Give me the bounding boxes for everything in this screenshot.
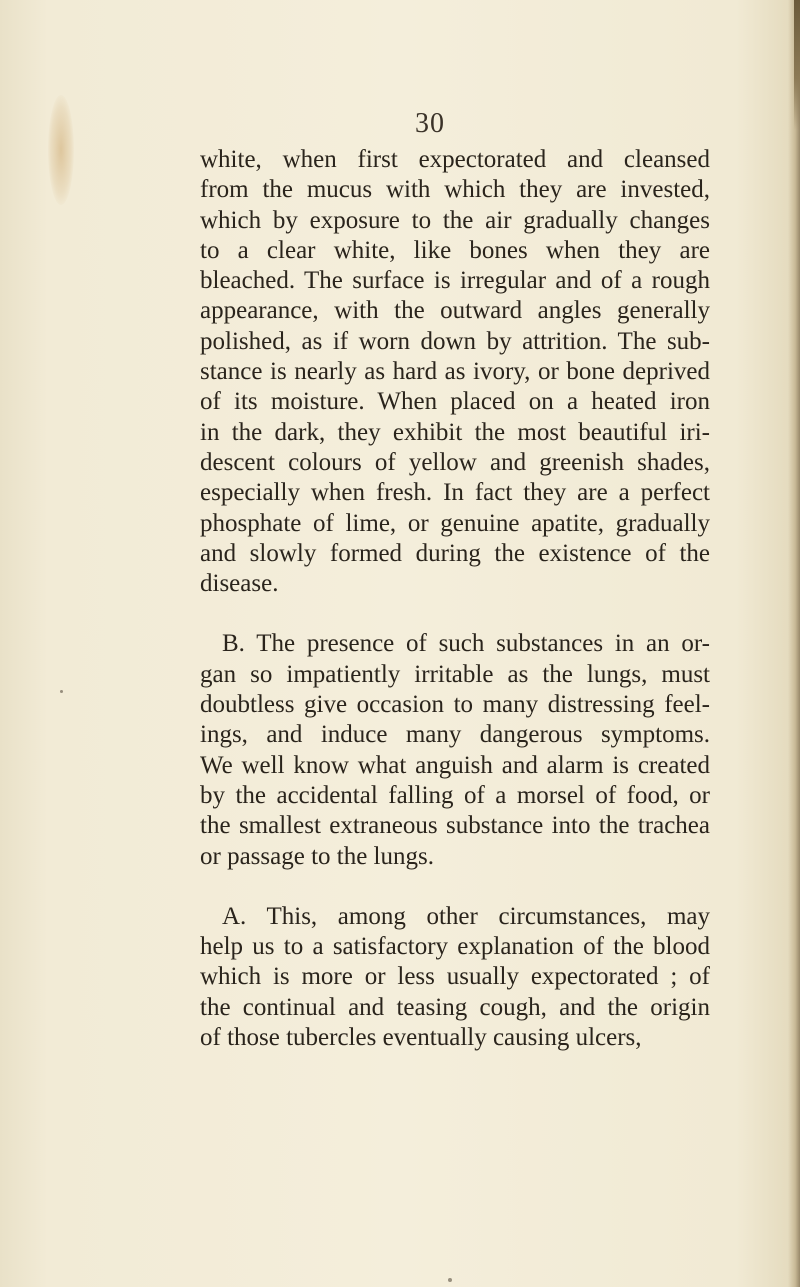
text-line: gan so impatiently irritable as the lungs, must <box>200 660 710 688</box>
text-line: disease. <box>200 570 279 598</box>
text-line: of its moisture. When placed on a heated iron <box>200 388 710 416</box>
text-line: white, when first expectorated and cleansed <box>200 146 710 173</box>
text-line: which by exposure to the air gradually changes <box>200 206 710 234</box>
text-line: appearance, with the outward angles generally <box>200 297 710 325</box>
text-line: bleached. The surface is irregular and of a rough <box>200 267 710 295</box>
paragraph-3 <box>200 902 710 1053</box>
text-line: help us to a satisfactory explanation of the blood <box>200 933 710 961</box>
text-line: We well know what anguish and alarm is created <box>200 751 710 779</box>
paper-speck <box>60 690 63 693</box>
text-line: or passage to the lungs. <box>200 842 434 870</box>
text-line: and slowly formed during the existence of the <box>200 539 710 567</box>
text-line: doubtless give occasion to many distressing feel- <box>200 691 710 719</box>
text-line: the continual and teasing cough, and the origin <box>200 993 710 1021</box>
page-number: 30 <box>415 108 445 139</box>
text-line: polished, as if worn down by attrition. The sub- <box>200 327 710 355</box>
text-line: B. The presence of such substances in an or- <box>222 630 710 658</box>
paragraph-2 <box>200 629 710 871</box>
text-line: from the mucus with which they are invested, <box>200 176 710 204</box>
body-text <box>200 145 710 1053</box>
page-edge-shadow <box>788 0 800 1287</box>
text-line: which is more or less usually expectorated ; of <box>200 963 710 991</box>
text-line: of those tubercles eventually causing ulcers, <box>200 1024 642 1052</box>
text-line: phosphate of lime, or genuine apatite, gradually <box>200 509 710 537</box>
text-line: ings, and induce many dangerous symptoms. <box>200 721 710 749</box>
text-line: especially when fresh. In fact they are a perfect <box>200 479 710 507</box>
text-line: the smallest extraneous substance into the trachea <box>200 812 710 840</box>
text-line: by the accidental falling of a morsel of food, or <box>200 781 710 809</box>
paper-speck <box>448 1278 452 1282</box>
text-line: stance is nearly as hard as ivory, or bone deprived <box>200 358 710 386</box>
text-line: descent colours of yellow and greenish shades, <box>200 448 710 476</box>
text-line: in the dark, they exhibit the most beautiful iri- <box>200 418 710 446</box>
paragraph-1 <box>200 145 710 599</box>
text-line: to a clear white, like bones when they are <box>200 236 710 264</box>
text-line: A. This, among other circumstances, may <box>222 902 710 930</box>
